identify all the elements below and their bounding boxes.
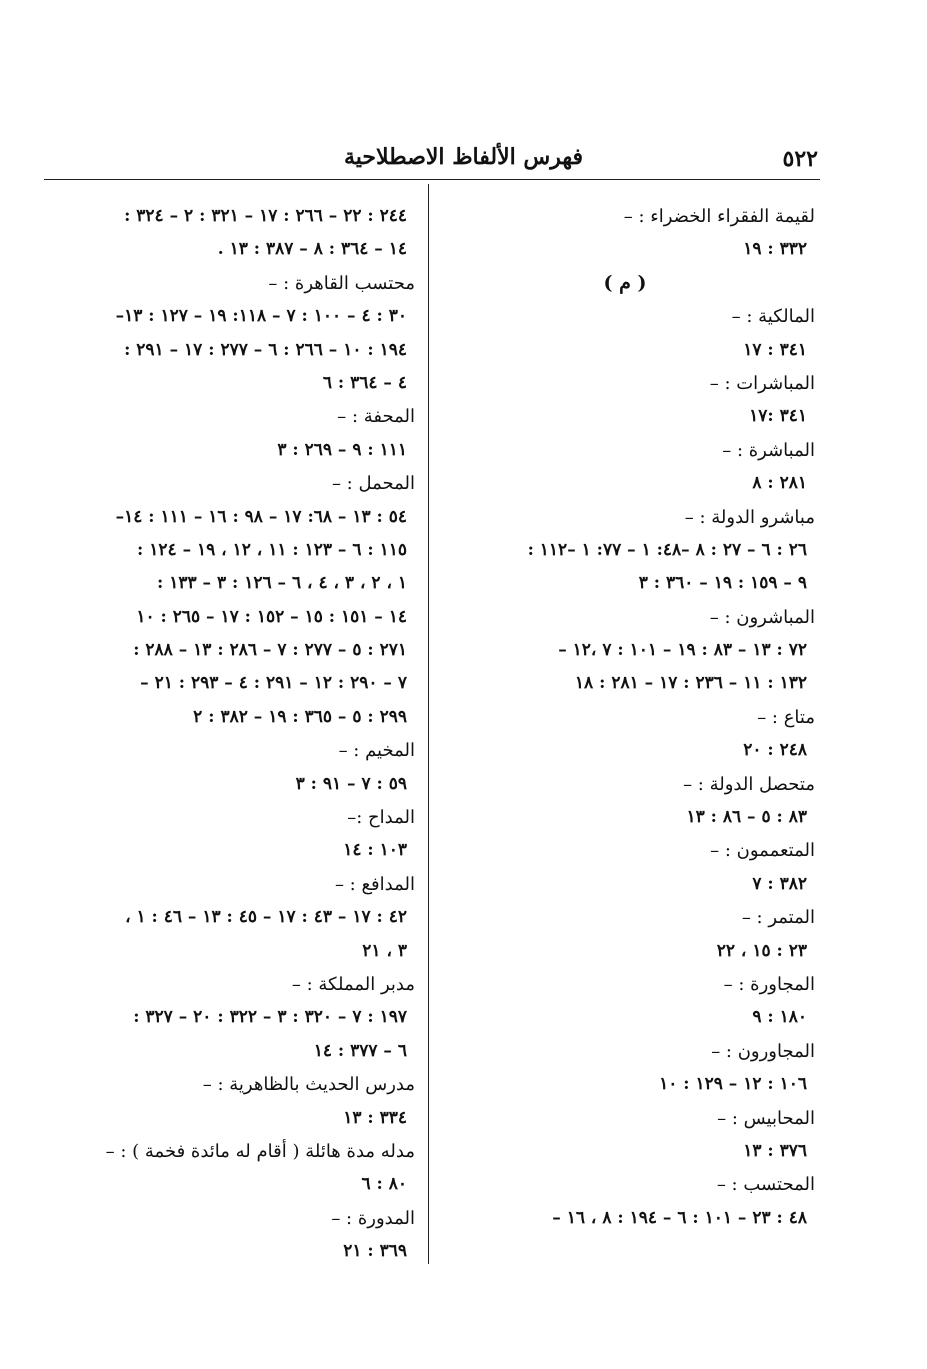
page-reference: ٢٧١ : ٥ – ٢٧٧ : ٧ – ٢٨٦ : ١٣ – ٢٨٨ : — [133, 640, 407, 661]
page-reference: ٨٠ : ٦ — [361, 1174, 407, 1195]
page-reference: ٣ ، ٢١ — [362, 940, 407, 961]
page-reference: ٧٢ : ١٣ – ٨٣ : ١٩ – ١٠١ : ٧ ،١٢ – — [558, 640, 807, 661]
page-reference: ٦ – ٣٧٧ : ١٤ — [313, 1040, 407, 1061]
page-reference: ٣٧٦ : ١٣ — [743, 1140, 807, 1161]
page-reference: ١١٥ : ٦ – ١٢٣ : ١١ ، ١٢ ، ١٩ – ١٢٤ : — [137, 539, 407, 560]
index-term: المحابيس : – — [717, 1107, 815, 1129]
index-term: المجاورون : – — [711, 1040, 815, 1062]
index-term: المالكية : – — [731, 306, 815, 328]
page-reference: ٣٤١ : ١٧ — [743, 339, 807, 360]
running-title: فهرس الألفاظ الاصطلاحية — [344, 144, 584, 170]
index-term: المتمر : – — [741, 907, 815, 929]
page-reference: ٤٨ : ٢٣ – ١٠١ : ٦ – ١٩٤ : ٨ ، ١٦ – — [552, 1207, 807, 1228]
page-reference: ٣٣٤ : ١٣ — [343, 1107, 407, 1128]
index-term: المحمل : – — [331, 473, 415, 495]
page-reference: ١٠٣ : ١٤ — [343, 840, 407, 861]
page-reference: ٢٦ : ٦ – ٢٧ : ٨ –٤٨: ١ – ٧٧: ١ –١١٢ : — [527, 539, 807, 560]
index-term: المباشرون : – — [709, 606, 815, 628]
index-term: مباشرو الدولة : – — [684, 506, 815, 528]
index-term: المباشرة : – — [722, 439, 815, 461]
page-reference: ٧ – ٢٩٠ : ١٢ – ٢٩١ : ٤ – ٢٩٣ : ٢١ – — [140, 673, 407, 694]
page-reference: ١٨٠ : ٩ — [752, 1007, 807, 1028]
page-reference: ١٩٧ : ٧ – ٣٢٠ : ٣ – ٣٢٢ : ٢٠ – ٣٢٧ : — [133, 1007, 407, 1028]
page-reference: ٢٩٩ : ٥ – ٣٦٥ : ١٩ – ٣٨٢ : ٢ — [193, 706, 407, 727]
page-reference: ١٣٢ : ١١ – ٢٣٦ : ١٧ – ٢٨١ : ١٨ — [574, 673, 807, 694]
page-reference: ١٩٤ : ١٠ – ٢٦٦ : ٦ – ٢٧٧ : ١٧ – ٢٩١ : — [124, 339, 407, 360]
page-reference: ٢٣ : ١٥ ، ٢٢ — [716, 940, 807, 961]
page-reference: ٤٢ : ١٧ – ٤٣ : ١٧ – ٤٥ : ١٣ – ٤٦ : ١ ، — [125, 907, 407, 928]
index-term: متحصل الدولة : – — [683, 773, 815, 795]
page-reference: ١٤ – ٣٦٤ : ٨ – ٣٨٧ : ١٣ . — [217, 239, 407, 260]
page-reference: ٩ – ١٥٩ : ١٩ – ٣٦٠ : ٣ — [638, 573, 807, 594]
index-term: المخيم : – — [338, 740, 415, 762]
index-column-right — [435, 200, 815, 1235]
page-reference: ٣٤١ :١٧ — [749, 406, 807, 427]
page-reference: ٢٤٨ : ٢٠ — [743, 740, 807, 761]
page-reference: ٣٠ : ٤ – ١٠٠ : ٧ – ١١٨: ١٩ – ١٢٧ : ١٣– — [115, 306, 407, 327]
section-letter-heading: ( م ) — [603, 271, 647, 294]
index-term: المحفة : – — [337, 406, 415, 428]
page-reference: ١ ، ٢ ، ٣ ، ٤ ، ٦ – ١٢٦ : ٣ – ١٣٣ : — [157, 573, 407, 594]
index-column-left — [45, 200, 415, 1269]
page-reference: ٣٨٢ : ٧ — [752, 873, 807, 894]
page-header — [44, 140, 822, 180]
page-reference: ٥٤ : ١٣ – ٦٨: ١٧ – ٩٨ : ١٦ – ١١١ : ١٤– — [115, 506, 407, 527]
header-rule — [44, 179, 820, 180]
index-term: المحتسب : – — [716, 1174, 815, 1196]
index-term: متاع : – — [757, 706, 815, 728]
page-reference: ١٤ – ١٥١ : ١٥ – ١٥٢ : ١٧ – ٢٦٥ : ١٠ — [136, 606, 407, 627]
index-term: المتعممون : – — [710, 840, 815, 862]
page-reference: ١٠٦ : ١٢ – ١٢٩ : ١٠ — [659, 1074, 807, 1095]
index-term: لقيمة الفقراء الخضراء : – — [623, 206, 815, 227]
page-reference: ٣٦٩ : ٢١ — [343, 1241, 407, 1262]
index-term: المداح :– — [347, 807, 415, 829]
index-term: المدورة : – — [331, 1207, 415, 1229]
page-reference: ٤ – ٣٦٤ : ٦ — [322, 372, 407, 393]
page-reference: ٢٨١ : ٨ — [752, 473, 807, 494]
page-reference: ٢٤٤ : ٢٢ – ٢٦٦ : ١٧ – ٣٢١ : ٢ – ٣٢٤ : — [124, 206, 407, 226]
page-reference: ٥٩ : ٧ – ٩١ : ٣ — [295, 773, 407, 794]
index-term: مدبر المملكة : – — [291, 973, 415, 995]
page-reference: ١١١ : ٩ – ٢٦٩ : ٣ — [277, 439, 407, 460]
index-term: المجاورة : – — [723, 973, 815, 995]
index-term: مدرس الحديث بالظاهرية : – — [202, 1074, 415, 1096]
page-number: ٥٢٢ — [782, 146, 818, 172]
index-term: المدافع : – — [334, 873, 415, 895]
index-term: المباشرات : – — [709, 372, 815, 394]
index-term: مدله مدة هائلة ( أقام له مائدة فخمة ) : – — [105, 1140, 415, 1162]
index-term: محتسب القاهرة : – — [268, 272, 415, 294]
page-reference: ٨٣ : ٥ – ٨٦ : ١٣ — [686, 807, 807, 828]
page-reference: ٣٣٢ : ١٩ — [743, 239, 807, 260]
column-divider — [428, 184, 429, 1264]
